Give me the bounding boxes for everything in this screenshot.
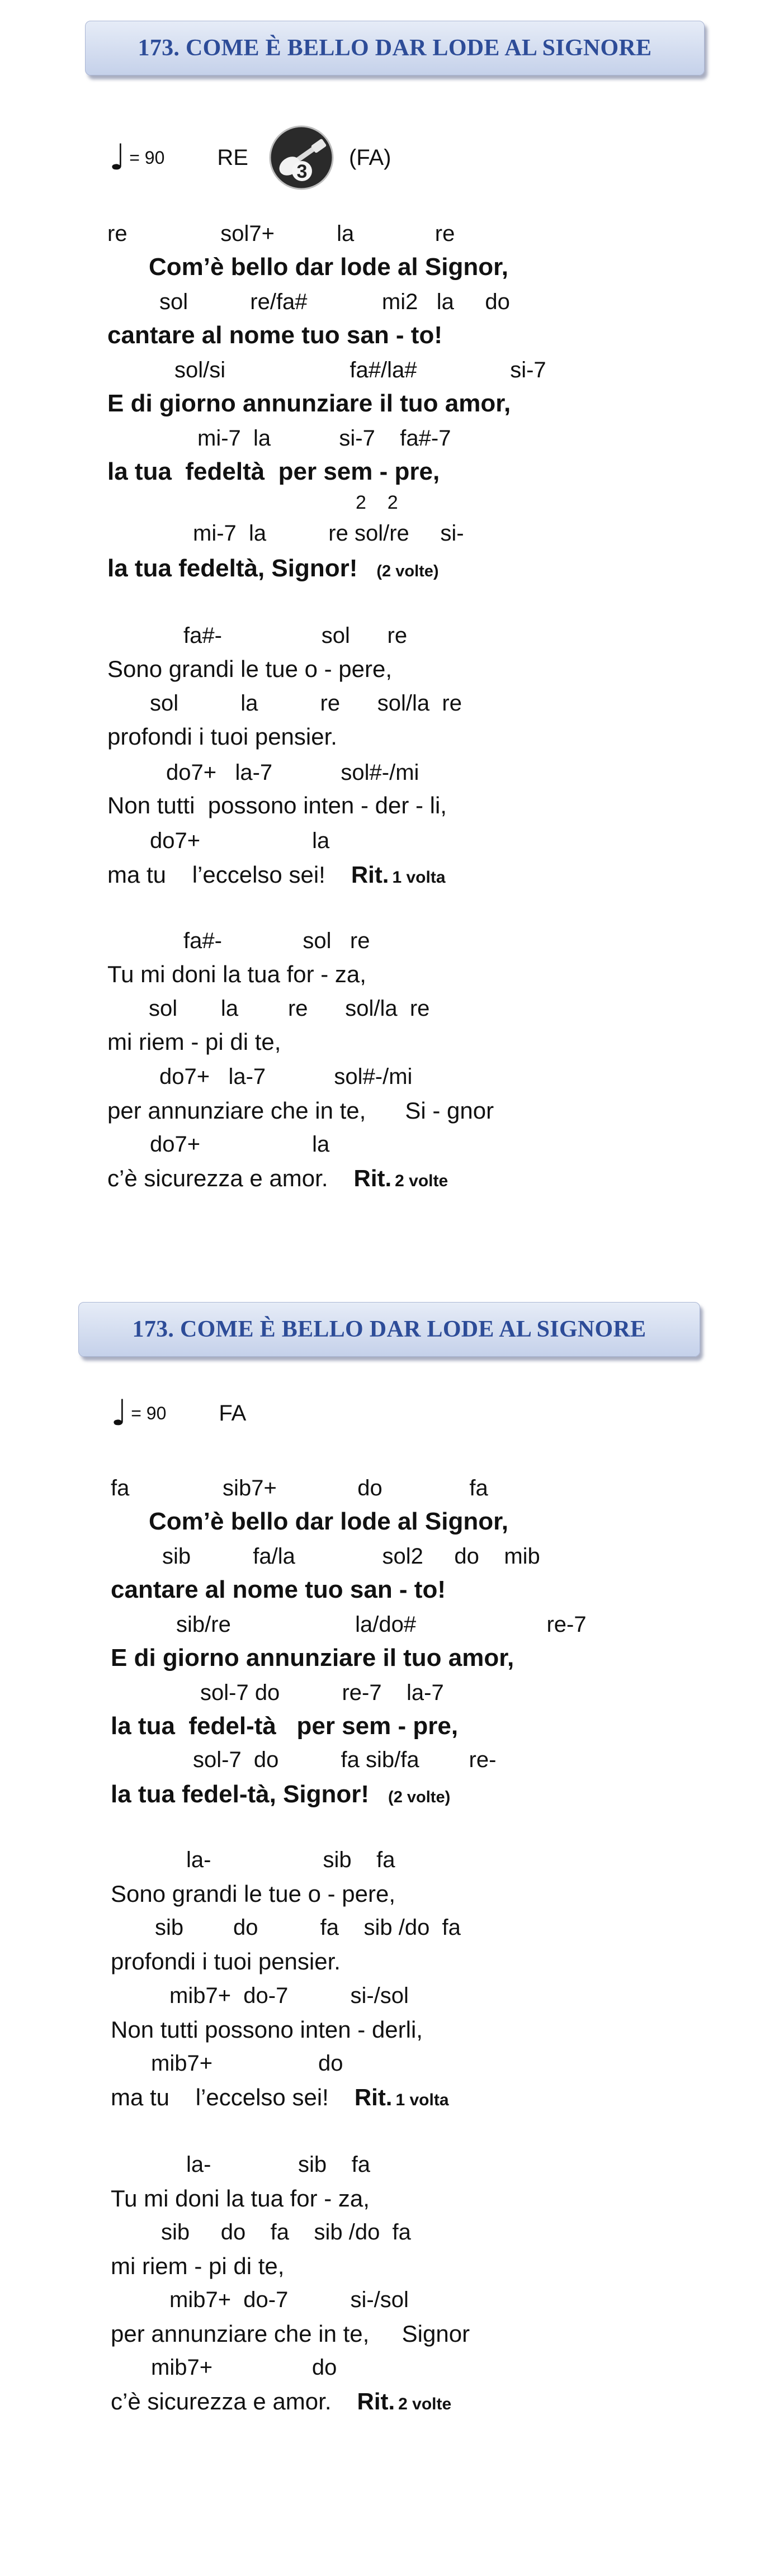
tempo-key-row: [109, 137, 391, 182]
chord-line-12: do7+ la-7 sol#-/mi: [159, 1064, 413, 1089]
lyric-line-6: Sono grandi le tue o - pere,: [111, 1881, 396, 1907]
lyric-line-12: per annunziare che in te, Si - gnor: [107, 1097, 494, 1124]
ritornello-marker: Rit.: [354, 2084, 393, 2110]
chord-line-2: sol re/fa# mi2 la do: [159, 290, 510, 314]
lyric-line-3: E di giorno annunziare il tuo amor,: [107, 390, 511, 417]
chord-fingering-line: 2 2: [356, 492, 398, 513]
lyric-line-6: Sono grandi le tue o - pere,: [107, 656, 393, 682]
lyric-line-8: Non tutti possono inten - derli,: [111, 2016, 423, 2043]
song-title: 173. COME È BELLO DAR LODE AL SIGNORE: [132, 1317, 646, 1342]
chord-line-9: mib7+ do: [151, 2051, 343, 2076]
tempo-key-row: [111, 1393, 247, 1434]
lyric-line-5: la tua fedel-tà, Signor! (2 volte): [111, 1781, 451, 1808]
lyric-line-2: cantare al nome tuo san - to!: [107, 321, 442, 349]
tempo-marking: = 90: [131, 1403, 167, 1423]
chord-line-6: fa#- sol re: [183, 623, 408, 648]
ritornello-count: 1 volta: [395, 2091, 449, 2109]
song-key: FA: [219, 1400, 247, 1426]
lyric-line-11: mi riem - pi di te,: [111, 2253, 285, 2279]
repeat-note: (2 volte): [388, 1788, 451, 1806]
chord-line-11: sol la re sol/la re: [149, 996, 430, 1021]
lyric-line-7: profondi i tuoi pensier.: [107, 723, 337, 750]
chord-line-5: mi-7 la re sol/re si-: [193, 521, 464, 546]
song-title: 173. COME È BELLO DAR LODE AL SIGNORE: [138, 35, 652, 61]
chord-line-4: mi-7 la si-7 fa#-7: [197, 426, 451, 451]
ritornello-count: 1 volta: [392, 868, 446, 887]
lyric-line-13: c’è sicurezza e amor. Rit. 2 volte: [111, 2388, 452, 2414]
lyric-line-9: ma tu l’eccelso sei! Rit. 1 volta: [107, 861, 446, 888]
lyric-line-4: la tua fedel-tà per sem - pre,: [111, 1712, 459, 1740]
lyric-line-1: Com’è bello dar lode al Signor,: [149, 253, 509, 281]
chord-line-8: do7+ la-7 sol#-/mi: [166, 760, 419, 785]
lyric-line-11: mi riem - pi di te,: [107, 1029, 281, 1055]
capo-key: (FA): [348, 145, 391, 170]
lyric-line-8: Non tutti possono inten - der - li,: [107, 792, 447, 818]
ritornello-count: 2 volte: [398, 2395, 452, 2413]
chord-line-9: do7+ la: [150, 828, 330, 853]
song-key: RE: [217, 145, 248, 170]
chord-line-4: sol-7 do re-7 la-7: [200, 1680, 444, 1705]
song-title-banner: [85, 21, 705, 75]
lyric-line-10: Tu mi doni la tua for - za,: [111, 2185, 370, 2212]
lyric-line-7: profondi i tuoi pensier.: [111, 1948, 341, 1974]
song-title-banner: [78, 1302, 700, 1357]
lyric-line-5: la tua fedeltà, Signor! (2 volte): [107, 555, 439, 582]
chord-line-2: sib fa/la sol2 do mib: [162, 1544, 540, 1569]
lyric-line-13: c’è sicurezza e amor. Rit. 2 volte: [107, 1165, 448, 1191]
ritornello-count: 2 volte: [395, 1172, 448, 1190]
chord-line-13: mib7+ do: [151, 2355, 337, 2380]
lyric-line-10: Tu mi doni la tua for - za,: [107, 961, 366, 987]
lyric-line-9: ma tu l’eccelso sei! Rit. 1 volta: [111, 2084, 449, 2110]
lyric-line-3: E di giorno annunziare il tuo amor,: [111, 1644, 514, 1671]
chord-line-7: sol la re sol/la re: [150, 691, 462, 716]
chord-line-5: sol-7 do fa sib/fa re-: [193, 1748, 497, 1772]
chord-line-1: re sol7+ la re: [107, 221, 455, 246]
capo-guitar-icon: [268, 125, 334, 191]
chord-line-13: do7+ la: [150, 1132, 330, 1157]
ritornello-marker: Rit.: [357, 2388, 395, 2414]
chord-line-3: sol/si fa#/la# si-7: [174, 358, 546, 382]
lyric-line-4: la tua fedeltà per sem - pre,: [107, 458, 440, 485]
chord-line-10: la- sib fa: [186, 2152, 370, 2177]
chord-line-8: mib7+ do-7 si-/sol: [169, 1983, 409, 2008]
chord-line-12: mib7+ do-7 si-/sol: [169, 2288, 409, 2312]
chord-line-6: la- sib fa: [186, 1848, 395, 1872]
chord-line-11: sib do fa sib /do fa: [161, 2220, 411, 2244]
chord-line-1: fa sib7+ do fa: [111, 1476, 488, 1500]
ritornello-marker: Rit.: [353, 1165, 392, 1191]
quarter-note-icon: ♩: [109, 137, 126, 178]
quarter-note-icon: ♩: [111, 1393, 128, 1434]
lyric-line-2: cantare al nome tuo san - to!: [111, 1576, 446, 1603]
chord-line-10: fa#- sol re: [183, 929, 370, 953]
chord-line-3: sib/re la/do# re-7: [176, 1612, 587, 1637]
chord-line-7: sib do fa sib /do fa: [155, 1915, 461, 1940]
svg-text:3: 3: [296, 161, 308, 182]
lyric-line-12: per annunziare che in te, Signor: [111, 2321, 470, 2347]
tempo-marking: = 90: [129, 147, 165, 168]
ritornello-marker: Rit.: [351, 861, 389, 888]
lyric-line-1: Com’è bello dar lode al Signor,: [149, 1508, 509, 1535]
repeat-note: (2 volte): [376, 562, 439, 580]
